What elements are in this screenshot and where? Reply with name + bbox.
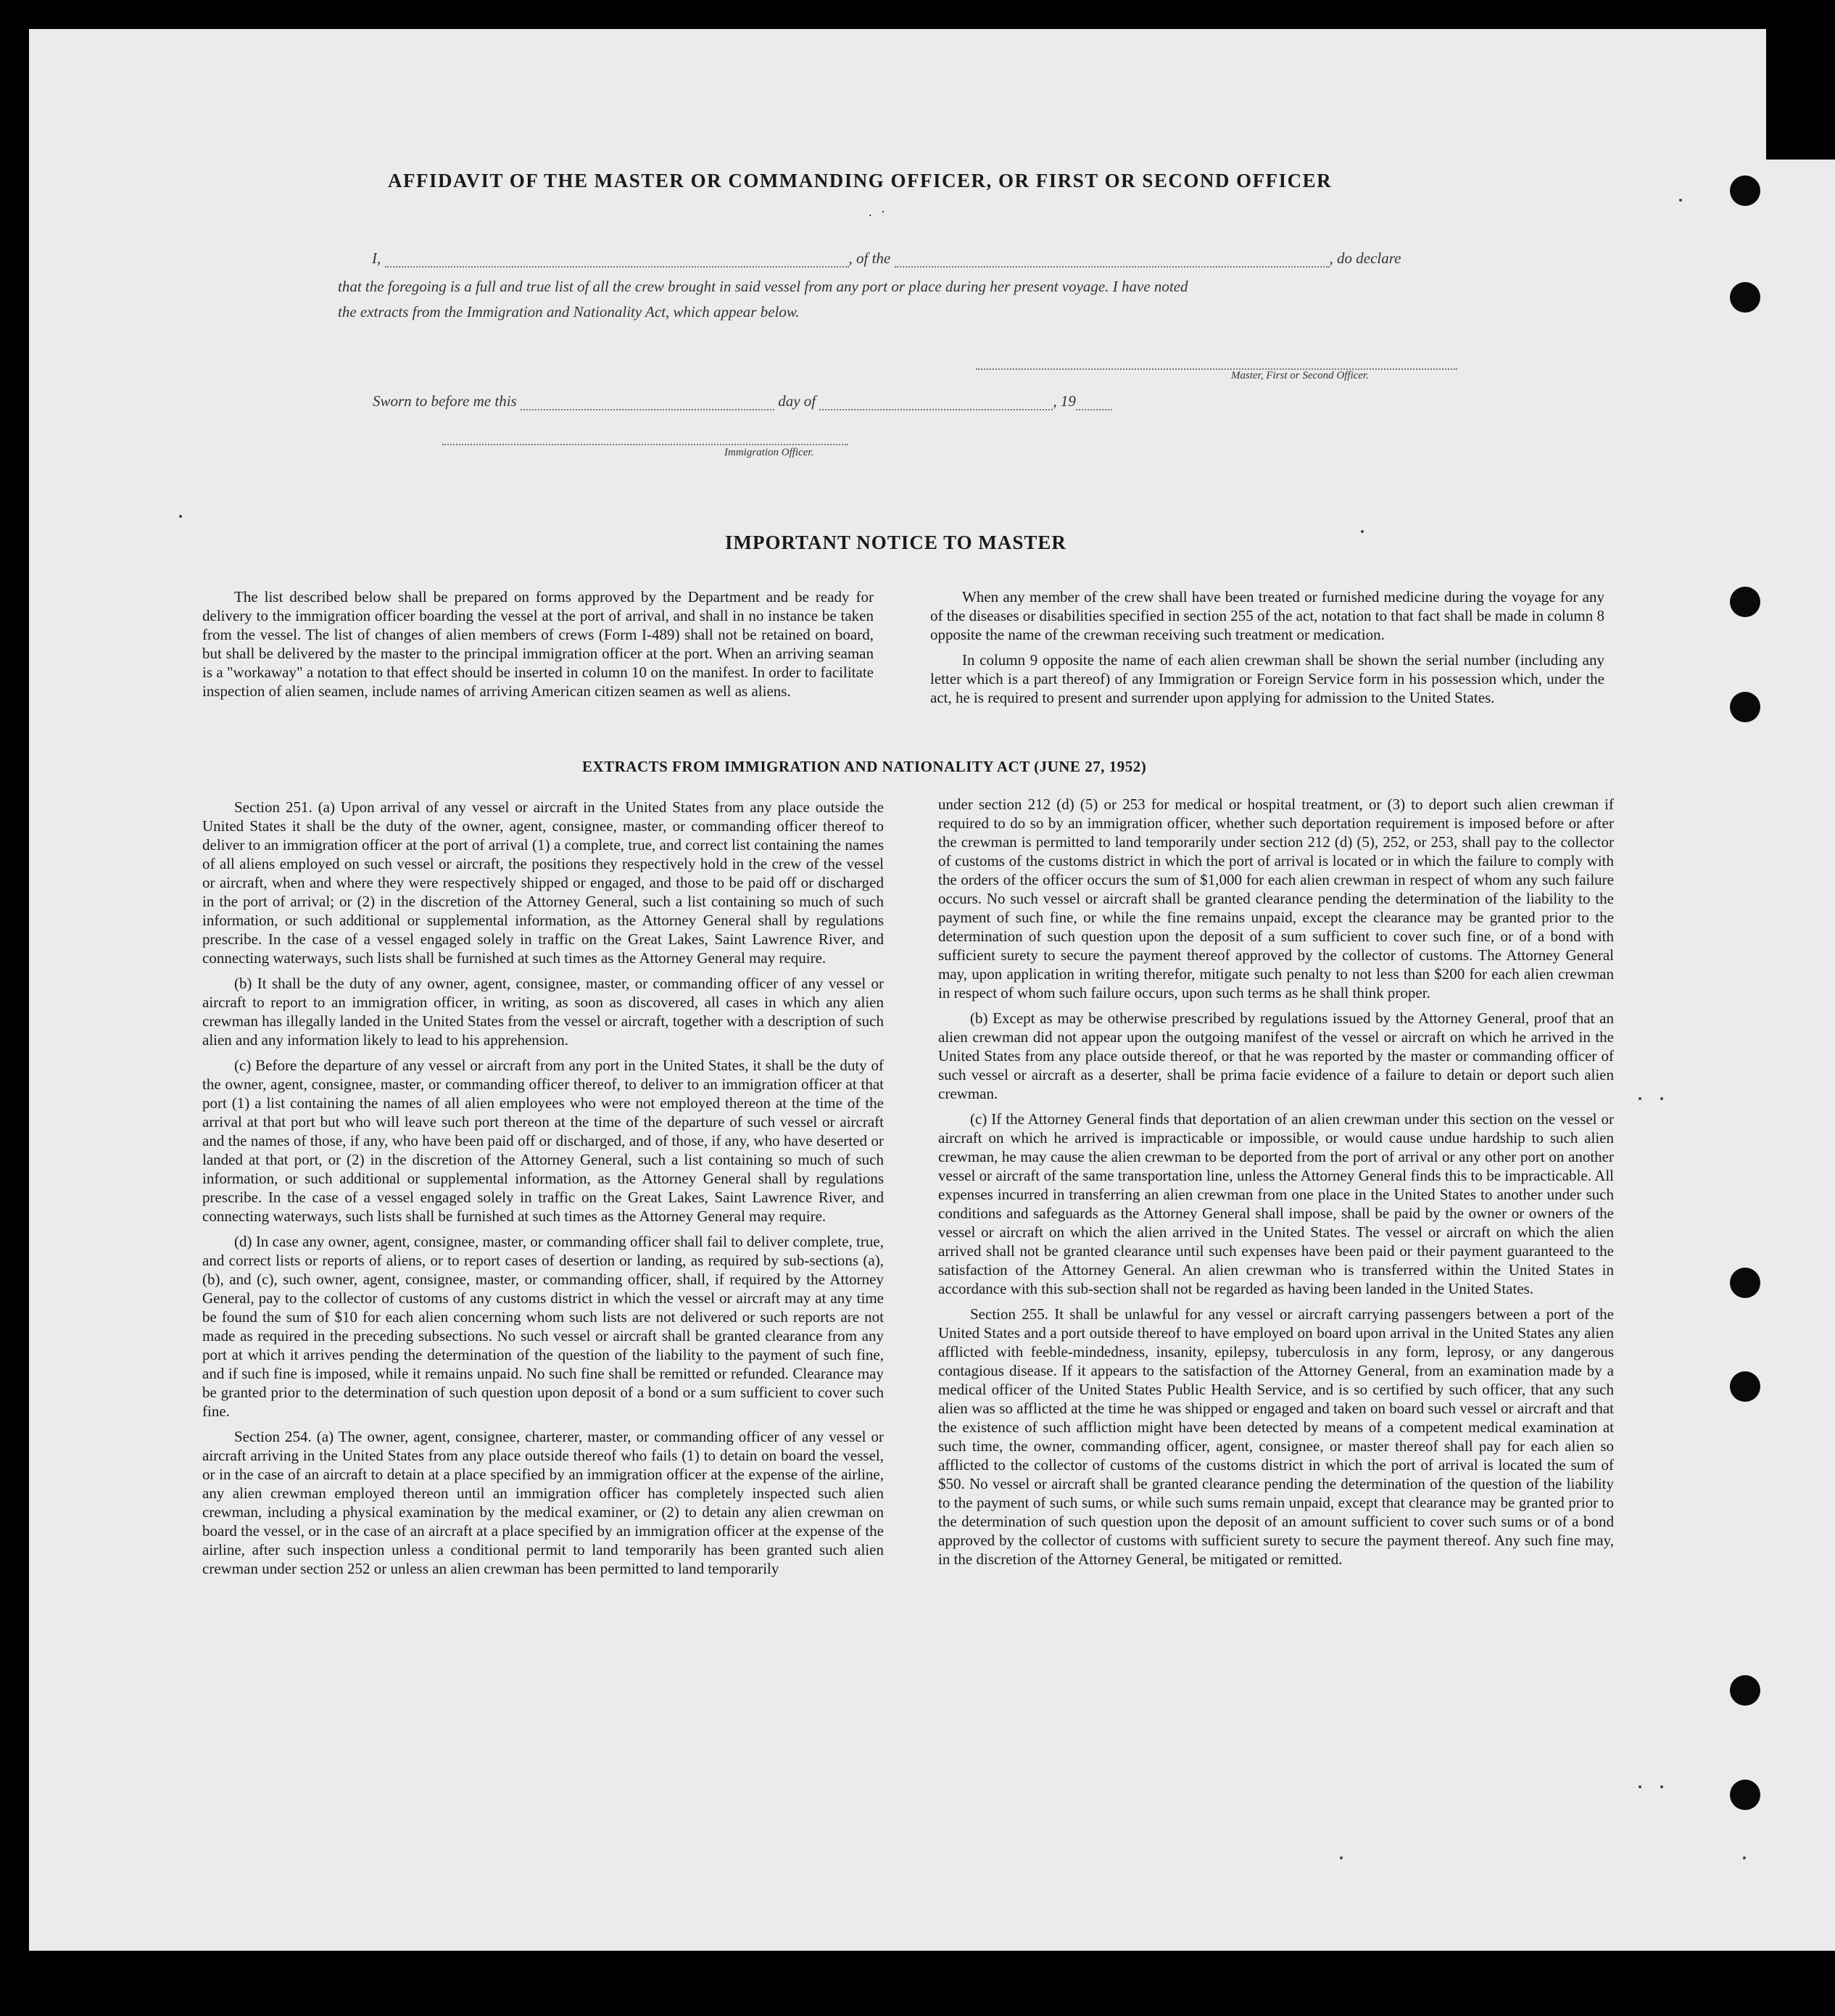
sworn-day-field[interactable] <box>521 409 774 410</box>
extract-paragraph: (b) It shall be the duty of any owner, agent, consignee, master, or commanding officer of any vessel or aircraft to report to an immigration officer, in writing, as soon as discovered, all cases in which any alien crewman has illegally landed in the United States from the vessel or aircraft, together with a description of such alien and any information likely to lead to his apprehension. <box>202 975 884 1049</box>
master-signature-label: Master, First or Second Officer. <box>1231 370 1369 381</box>
immigration-officer-signature-field[interactable] <box>442 444 848 445</box>
extracts-left-column <box>202 798 884 1585</box>
extract-paragraph: (c) Before the departure of any vessel or aircraft from any port in the United States, it shall be the duty of the owner, agent, consignee, master, or commanding officer thereof, to deliver to an immigration officer at that port (1) a list containing the names of all alien employees who were not employed thereon at the time of the arrival at that port but who will leave such port thereon at the time of the departure of such vessel or aircraft and the names of those, if any, who have been paid off or discharged, and of those, if any, who have deserted or landed at that port, or (2) in the discretion of the Attorney General, such a list containing so much of such information, or such additional or supplemental information, as the Attorney General shall by regulations prescribe. In the case of a vessel engaged solely in traffic on the Great Lakes, Saint Lawrence River, and connecting waterways, such lists shall be furnished at such times as the Attorney General may require. <box>202 1057 884 1225</box>
sworn-month-field[interactable] <box>819 409 1053 410</box>
binder-hole-icon <box>1730 282 1760 313</box>
binder-hole-icon <box>1730 1268 1760 1298</box>
do-declare-label: , do declare <box>1329 249 1401 267</box>
binder-hole-icon <box>1730 175 1760 206</box>
notice-right-paragraph: When any member of the crew shall have been treated or furnished medicine during the voyage for any of the diseases or disabilities specified in section 255 of the act, notation to that fact shall be made in column 8 opposite the name of the crewman receiving such treatment or medication. <box>930 588 1604 643</box>
binder-hole-icon <box>1730 587 1760 617</box>
notice-left-column <box>202 587 874 707</box>
declarant-name-field[interactable] <box>385 266 849 268</box>
declaration-line-2: the extracts from the Immigration and Nationality Act, which appear below. <box>338 303 800 321</box>
master-signature-field[interactable] <box>976 368 1457 370</box>
extract-paragraph: (b) Except as may be otherwise prescribed by regulations issued by the Attorney General, proof that an alien crewman did not appear upon the outgoing manifest of the vessel or aircraft on which he arrived in the United States from any place outside thereof, or that he was reported by the master or commanding officer of such vessel or aircraft as a deserter, shall be prima facie evidence of a failure to detain or deport such alien crewman. <box>938 1009 1614 1102</box>
declaration-line-1: that the foregoing is a full and true list of all the crew brought in said vessel from any port or place during her present voyage. I have noted <box>338 278 1188 295</box>
scan-speck <box>1639 1785 1641 1788</box>
vessel-name-field[interactable] <box>895 266 1330 268</box>
notice-right-column <box>930 587 1604 714</box>
sworn-line <box>373 392 1112 410</box>
sworn-year-field[interactable] <box>1076 409 1112 410</box>
scan-speck <box>1639 1097 1641 1100</box>
scan-speck <box>179 515 182 518</box>
extract-paragraph: (d) In case any owner, agent, consignee, master, or commanding officer shall fail to deliver complete, true, and correct lists or reports of aliens, or to report cases of desertion or landing, as required by sub-sections (a), (b), and (c), such owner, agent, consignee, master, or commanding officer, shall, if required by the Attorney General, pay to the collector of customs of any customs district in which the vessel or aircraft may at any time be found the sum of $10 for each alien concerning whom such lists are not delivered or such reports are not made as required in the preceding subsections. No such vessel or aircraft shall be granted clearance from any port at which it arrives pending the determination of the question of the liability to the payment of such fine, and if such fine is imposed, while it remains unpaid. No such fine shall be remitted or refunded. Clearance may be granted prior to the determination of such question upon deposit of a bond or a sum sufficient to cover such fine. <box>202 1233 884 1420</box>
affidavit-title: AFFIDAVIT OF THE MASTER OR COMMANDING OFFICER, OR FIRST OR SECOND OFFICER <box>388 170 1333 191</box>
notice-title: IMPORTANT NOTICE TO MASTER <box>725 532 1066 553</box>
sworn-label: Sworn to before me this <box>373 392 517 410</box>
year-label: , 19 <box>1053 392 1076 410</box>
extract-paragraph: (c) If the Attorney General finds that deportation of an alien crewman under this section on the vessel or aircraft on which he arrived is impracticable or impossible, or would cause undue hardship to such alien crewman, he may cause the alien crewman to be deported from the port of arrival or any other port on another vessel or aircraft of the same transportation line, unless the Attorney General finds this to be impracticable. All expenses incurred in transferring an alien crewman from one place in the United States to another under such conditions and safeguards as the Attorney General shall impose, shall be paid by the owner or owners of the vessel or aircraft on which the alien arrived in the United States. The vessel or aircraft on which the alien arrived shall not be granted clearance until such expenses have been paid or their payment guaranteed to the satisfaction of the Attorney General. An alien crewman who is transferred within the United States in accordance with this sub-section shall not be regarded as having been landed in the United States. <box>938 1110 1614 1297</box>
scan-speck <box>1743 1856 1746 1859</box>
page-notch <box>1740 29 1766 160</box>
binder-hole-icon <box>1730 1675 1760 1706</box>
notice-right-paragraph: In column 9 opposite the name of each alien crewman shall be shown the serial number (including any letter which is a part thereof) of any Immigration or Foreign Service form in his possession which, under the act, he is required to present and surrender upon applying for admission to the United States. <box>930 651 1604 706</box>
i-label: I, <box>372 249 381 267</box>
scan-speck <box>1340 1856 1343 1859</box>
binder-hole-icon <box>1730 1780 1760 1810</box>
binder-hole-icon <box>1730 692 1760 722</box>
title-ornament: . · <box>869 205 888 219</box>
extracts-title: EXTRACTS FROM IMMIGRATION AND NATIONALITY ACT (JUNE 27, 1952) <box>582 758 1147 775</box>
notice-left-paragraph: The list described below shall be prepared on forms approved by the Department and be ready for delivery to the immigration officer boarding the vessel at the port of arrival, and shall in no instance be taken from the vessel. The list of changes of alien members of crews (Form I-489) shall not be retained on board, but shall be delivered by the master to the principal immigration officer at the port. When an arriving seaman is a "workaway" a notation to that effect should be inserted in column 10 on the manifest. In order to facilitate inspection of alien seamen, include names of arriving American citizen seamen as well as aliens. <box>202 588 874 700</box>
extract-paragraph: Section 254. (a) The owner, agent, consignee, charterer, master, or commanding officer of any vessel or aircraft arriving in the United States from any place outside thereof who fails (1) to detain on board the vessel, or in the case of an aircraft to detain at a place specified by an immigration officer at the expense of the airline, any alien crewman employed thereon until an immigration officer has completely inspected such alien crewman, including a physical examination by the medical examiner, or (2) to detain any alien crewman on board the vessel, or in the case of an aircraft at a place specified by an immigration officer at the expense of the airline, after such inspection unless a conditional permit to land temporarily has been granted such alien crewman under section 252 or unless an alien crewman has been permitted to land temporarily <box>202 1428 884 1577</box>
declarant-line <box>372 249 1401 268</box>
of-the-label: , of the <box>848 249 891 267</box>
day-of-label: day of <box>778 392 816 410</box>
extracts-right-column <box>938 795 1614 1575</box>
extract-paragraph: Section 251. (a) Upon arrival of any vessel or aircraft in the United States from any place outside the United States it shall be the duty of the owner, agent, consignee, master, or commanding officer thereof to deliver to an immigration officer at the port of arrival (1) a complete, true, and correct list containing the names of all aliens employed on such vessel or aircraft, the positions they respectively hold in the crew of the vessel or aircraft, when and where they were respectively shipped or engaged, and those to be paid off or discharged in the port of arrival; or (2) in the discretion of the Attorney General, such a list containing so much of such information, or such additional or supplemental information, as the Attorney General shall by regulations prescribe. In the case of a vessel engaged solely in traffic on the Great Lakes, Saint Lawrence River, and connecting waterways, such lists shall be furnished at such times as the Attorney General may require. <box>202 798 884 967</box>
extract-paragraph: Section 255. It shall be unlawful for any vessel or aircraft carrying passengers between a port of the United States and a port outside thereof to have employed on board upon arrival in the United States any alien afflicted with feeble-mindedness, insanity, epilepsy, tuberculosis in any form, leprosy, or any dangerous contagious disease. If it appears to the satisfaction of the Attorney General, from an examination made by a medical officer of the United States Public Health Service, and is so certified by such officer, that any such alien was so afflicted at the time he was shipped or engaged and taken on board such vessel or aircraft and that the existence of such affliction might have been detected by means of a competent medical examination at such time, the owner, commanding officer, agent, consignee, or master thereof shall pay for each alien so afflicted to the collector of customs of the customs district in which the port of arrival is located the sum of $50. No vessel or aircraft shall be granted clearance pending the determination of the question of the liability to the payment of such sums, or while such sums remain unpaid, except that clearance may be granted prior to the determination of such question upon the deposit of an amount sufficient to cover such sums or of a bond approved by the collector of customs with sufficient surety to secure the payment thereof. Any such fine may, in the discretion of the Attorney General, be mitigated or remitted. <box>938 1305 1614 1568</box>
scan-speck <box>1660 1097 1663 1100</box>
scan-speck <box>1361 530 1364 533</box>
extract-paragraph: under section 212 (d) (5) or 253 for medical or hospital treatment, or (3) to deport such alien crewman if required to do so by an immigration officer, whether such deportation requirement is imposed before or after the crewman is permitted to land temporarily under section 212 (d) (5), 252, or 253, shall pay to the collector of customs of the customs district in which the port of arrival is located or in which the failure to comply with the orders of the officer occurs the sum of $1,000 for each alien crewman in respect of whom any such failure occurs. No such vessel or aircraft shall be granted clearance pending the determination of the liability to the payment of such fine, or while the fine remains unpaid, except the clearance may be granted prior to the determination of such question upon the deposit of a sum sufficient to cover such fine, or of a bond with sufficient surety to secure the payment thereof approved by the collector of customs. The Attorney General may, upon application in writing therefor, mitigate such penalty to not less than $200 for each alien crewman in respect of whom such failure occurs, upon such terms as he shall think proper. <box>938 796 1614 1001</box>
scan-speck <box>1660 1785 1663 1788</box>
immigration-officer-label: Immigration Officer. <box>724 447 814 458</box>
binder-hole-icon <box>1730 1371 1760 1402</box>
scan-speck <box>1679 199 1682 202</box>
